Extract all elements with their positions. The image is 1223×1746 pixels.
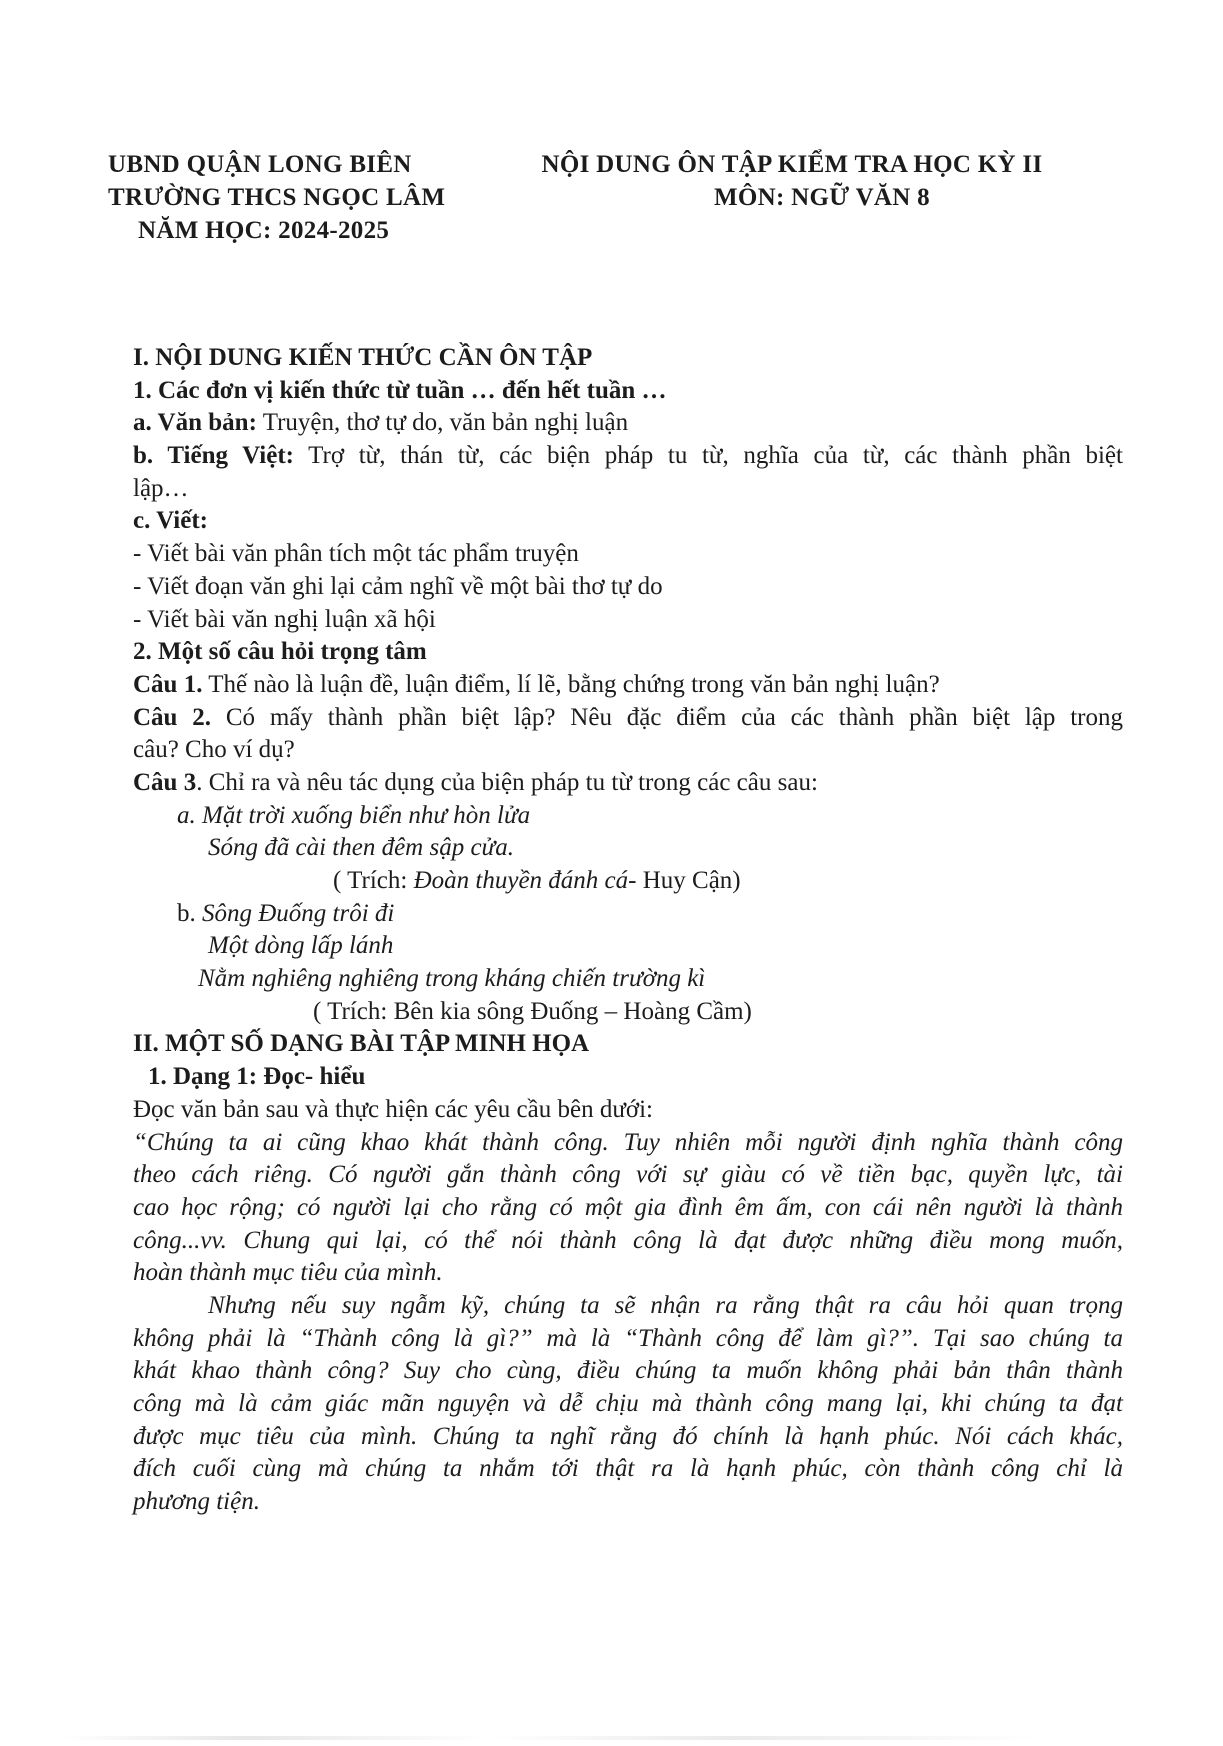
poem-a-marker: a. bbox=[177, 801, 196, 829]
question-2 bbox=[133, 702, 1123, 735]
item-b-label: b. Tiếng Việt: bbox=[133, 442, 294, 470]
subsection-2-title: 2. Một số câu hỏi trọng tâm bbox=[133, 638, 427, 666]
question-3-text: . Chỉ ra và nêu tác dụng của biện pháp tu từ trong các câu sau: bbox=[196, 768, 818, 796]
title-line: NỘI DUNG ÔN TẬP KIỂM TRA HỌC KỲ II bbox=[541, 151, 1043, 178]
poem-a-line-1 bbox=[133, 800, 1123, 833]
passage-line: Nhưng nếu suy ngẫm kỹ, chúng ta sẽ nhận ra rằng thật ra câu hỏi quan trọng bbox=[208, 1291, 1123, 1319]
passage-line: cao học rộng; có người lại cho rằng có một gia đình êm ấm, con cái nên người là thành bbox=[133, 1193, 1123, 1221]
question-1 bbox=[133, 669, 1123, 702]
document-body bbox=[133, 342, 1123, 1519]
passage-line: không phải là “Thành công là gì?” mà là “Thành công để làm gì?”. Tại sao chúng ta bbox=[133, 1324, 1123, 1352]
passage-line: đích cuối cùng mà chúng ta nhắm tới thật ra là hạnh phúc, còn thành công chỉ là bbox=[133, 1455, 1123, 1483]
question-1-label: Câu 1. bbox=[133, 670, 203, 698]
passage-line: phương tiện. bbox=[133, 1488, 260, 1516]
poem-b-text-1: Sông Đuống trôi đi bbox=[195, 899, 395, 927]
question-2-label: Câu 2. bbox=[133, 703, 212, 731]
poem-b-line-1 bbox=[133, 898, 1123, 931]
source-title: Đoàn thuyền đánh cá bbox=[413, 867, 629, 894]
item-a-label: a. Văn bản: bbox=[133, 409, 257, 437]
item-a bbox=[133, 407, 1123, 440]
passage-line: khát khao thành công? Suy cho cùng, điều chúng ta muốn không phải bản thân thành bbox=[133, 1357, 1123, 1385]
school-year: NĂM HỌC: 2024-2025 bbox=[138, 217, 390, 244]
poem-a-text-1: Mặt trời xuống biển như hòn lửa bbox=[195, 801, 531, 829]
poem-b-line-3: Nằm nghiêng nghiêng trong kháng chiến trường kì bbox=[198, 965, 706, 993]
list-item: - Viết bài văn nghị luận xã hội bbox=[133, 605, 436, 633]
instruction: Đọc văn bản sau và thực hiện các yêu cầu bên dưới: bbox=[133, 1095, 653, 1123]
question-3 bbox=[133, 767, 1123, 800]
poem-b-marker: b. bbox=[177, 899, 196, 927]
item-b-continued: lập… bbox=[133, 474, 189, 502]
passage-line: theo cách riêng. Có người gắn thành công với sự giàu có về tiền bạc, quyền lực, tài bbox=[133, 1161, 1123, 1189]
school-name: TRƯỜNG THCS NGỌC LÂM bbox=[108, 184, 446, 211]
source-author: - Huy Cận) bbox=[628, 867, 741, 894]
item-a-text: Truyện, thơ tự do, văn bản nghị luận bbox=[256, 409, 629, 437]
item-c-label: c. Viết: bbox=[133, 507, 208, 535]
section-2-title: II. MỘT SỐ DẠNG BÀI TẬP MINH HỌA bbox=[133, 1030, 590, 1058]
document-title bbox=[512, 148, 1072, 214]
poem-b-line-2: Một dòng lấp lánh bbox=[208, 932, 394, 960]
item-b-text: Trợ từ, thán từ, các biện pháp tu từ, nghĩa của từ, các thành phần biệt bbox=[293, 442, 1123, 470]
question-1-text: Thế nào là luận đề, luận điểm, lí lẽ, bằng chứng trong văn bản nghị luận? bbox=[202, 670, 940, 698]
question-2-text: Có mấy thành phần biệt lập? Nêu đặc điểm của các thành phần biệt lập trong bbox=[211, 703, 1123, 731]
exercise-type-1: 1. Dạng 1: Đọc- hiểu bbox=[148, 1063, 366, 1091]
question-2-continued: câu? Cho ví dụ? bbox=[133, 736, 295, 764]
poem-b-source: ( Trích: Bên kia sông Đuống – Hoàng Cầm) bbox=[313, 997, 752, 1025]
section-1-title: I. NỘI DUNG KIẾN THỨC CẦN ÔN TẬP bbox=[133, 344, 593, 371]
item-b bbox=[133, 440, 1123, 473]
passage-line: hoàn thành mục tiêu của mình. bbox=[133, 1259, 443, 1287]
school-info bbox=[108, 148, 445, 247]
scan-artifact bbox=[0, 1736, 1223, 1740]
poem-a-source bbox=[133, 865, 1123, 898]
passage-line: công mà là cảm giác mãn nguyện và dễ chịu mà thành công mang lại, khi chúng ta đạt bbox=[133, 1390, 1123, 1417]
poem-a-line-2: Sóng đã cài then đêm sập cửa. bbox=[208, 834, 514, 862]
subsection-1-title: 1. Các đơn vị kiến thức từ tuần … đến hết tuần … bbox=[133, 376, 667, 404]
subject-line: MÔN: NGỮ VĂN 8 bbox=[714, 184, 930, 211]
passage-line: công...vv. Chung qui lại, có thể nói thành công là đạt được những điều mong muốn, bbox=[133, 1226, 1123, 1254]
list-item: - Viết bài văn phân tích một tác phẩm truyện bbox=[133, 540, 579, 568]
source-prefix: ( Trích: bbox=[333, 867, 414, 894]
question-3-label: Câu 3 bbox=[133, 768, 197, 796]
district-name: UBND QUẬN LONG BIÊN bbox=[108, 151, 412, 178]
passage-line: “Chúng ta ai cũng khao khát thành công. Tuy nhiên mỗi người định nghĩa thành công bbox=[133, 1128, 1123, 1156]
list-item: - Viết đoạn văn ghi lại cảm nghĩ về một bài thơ tự do bbox=[133, 572, 663, 600]
passage-line: được mục tiêu của mình. Chúng ta nghĩ rằng đó chính là hạnh phúc. Nói cách khác, bbox=[133, 1422, 1123, 1450]
